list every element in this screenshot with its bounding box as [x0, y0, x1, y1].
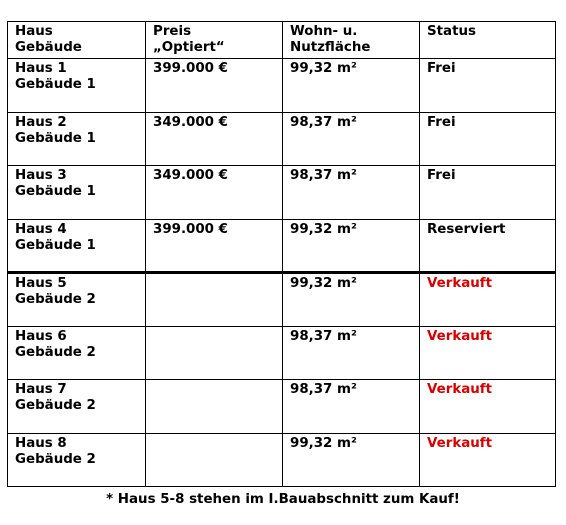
- table-row: [8, 166, 556, 220]
- haus-label: Haus 6: [15, 328, 67, 344]
- units-table: [7, 21, 556, 487]
- cell-preis: 399.000 €: [146, 219, 283, 273]
- cell-status: Reserviert: [420, 219, 556, 273]
- cell-status-sold: Verkauft: [420, 380, 556, 434]
- cell-preis: 349.000 €: [146, 112, 283, 166]
- table-row: [8, 380, 556, 434]
- header-flaeche: [283, 22, 420, 59]
- haus-label: Haus 7: [15, 382, 67, 397]
- header-status-line1: Status: [427, 24, 476, 39]
- header-preis: [146, 22, 283, 59]
- footnote: * Haus 5-8 stehen im I.Bauabschnitt zum Kauf!: [106, 492, 460, 507]
- header-flaeche-line1: Wohn- u.: [290, 24, 358, 39]
- table-row: [8, 112, 556, 166]
- cell-haus: [8, 273, 146, 327]
- header-status: [420, 22, 556, 59]
- gebaeude-label: Gebäude 2: [15, 451, 96, 467]
- cell-flaeche: 98,37 m²: [283, 166, 420, 220]
- cell-haus: [8, 380, 146, 434]
- header-haus-line2: Gebäude: [15, 40, 82, 55]
- cell-status-sold: Verkauft: [420, 326, 556, 380]
- haus-label: Haus 5: [15, 276, 67, 291]
- cell-haus: [8, 326, 146, 380]
- cell-flaeche: 98,37 m²: [283, 380, 420, 434]
- haus-label: Haus 2: [15, 114, 67, 130]
- table-row: [8, 219, 556, 273]
- cell-status-sold: Verkauft: [420, 273, 556, 327]
- header-preis-line1: Preis: [153, 24, 192, 39]
- cell-status: Frei: [420, 112, 556, 166]
- cell-preis: [146, 273, 283, 327]
- gebaeude-label: Gebäude 2: [15, 398, 96, 413]
- haus-label: Haus 4: [15, 221, 67, 237]
- cell-haus: [8, 219, 146, 273]
- gebaeude-label: Gebäude 1: [15, 130, 96, 146]
- cell-preis: 349.000 €: [146, 166, 283, 220]
- cell-flaeche: 99,32 m²: [283, 59, 420, 113]
- table-row: [8, 59, 556, 113]
- header-haus-line1: Haus: [15, 24, 53, 39]
- header-preis-line2: „Optiert“: [153, 40, 225, 55]
- cell-flaeche: 99,32 m²: [283, 219, 420, 273]
- cell-preis: [146, 380, 283, 434]
- gebaeude-label: Gebäude 1: [15, 77, 96, 92]
- gebaeude-label: Gebäude 1: [15, 237, 96, 253]
- cell-status: Frei: [420, 166, 556, 220]
- haus-label: Haus 8: [15, 435, 67, 451]
- cell-preis: [146, 326, 283, 380]
- haus-label: Haus 1: [15, 61, 67, 76]
- gebaeude-label: Gebäude 2: [15, 344, 96, 360]
- gebaeude-label: Gebäude 1: [15, 184, 96, 199]
- table-row: [8, 326, 556, 380]
- cell-haus: [8, 112, 146, 166]
- cell-haus: [8, 433, 146, 487]
- cell-flaeche: 98,37 m²: [283, 112, 420, 166]
- cell-haus: [8, 59, 146, 113]
- cell-haus: [8, 166, 146, 220]
- cell-preis: [146, 433, 283, 487]
- cell-flaeche: 99,32 m²: [283, 273, 420, 327]
- cell-status: Frei: [420, 59, 556, 113]
- cell-status-sold: Verkauft: [420, 433, 556, 487]
- cell-flaeche: 98,37 m²: [283, 326, 420, 380]
- table-row: [8, 433, 556, 487]
- header-haus: [8, 22, 146, 59]
- table-header-row: [8, 22, 556, 59]
- haus-label: Haus 3: [15, 168, 67, 183]
- cell-flaeche: 99,32 m²: [283, 433, 420, 487]
- cell-preis: 399.000 €: [146, 59, 283, 113]
- table-row: [8, 273, 556, 327]
- header-flaeche-line2: Nutzfläche: [290, 40, 371, 55]
- gebaeude-label: Gebäude 2: [15, 292, 96, 307]
